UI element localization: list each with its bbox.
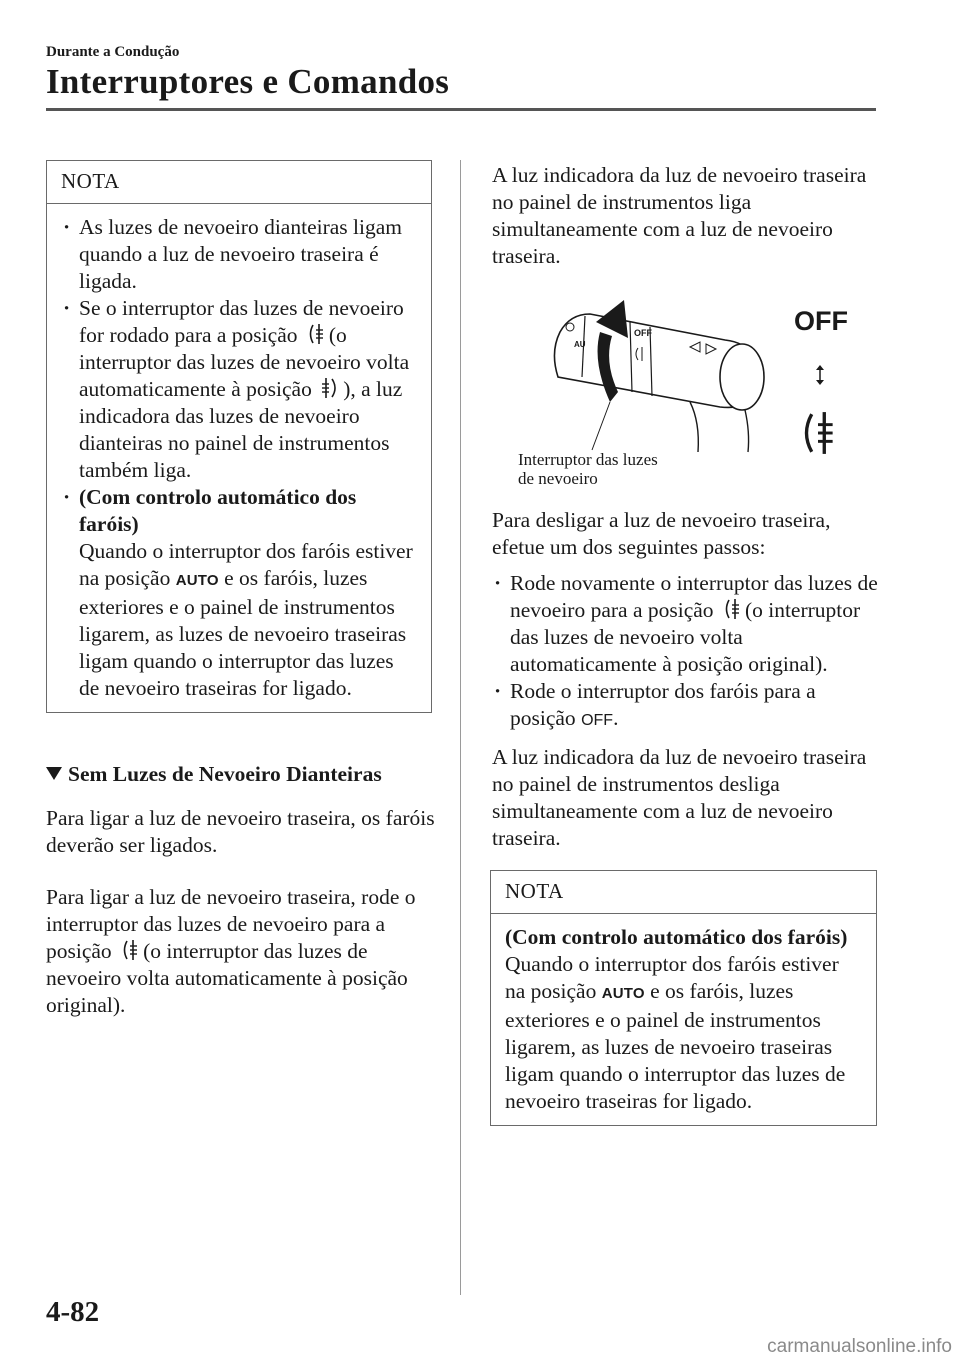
lever-off-label: OFF [634,328,652,338]
list-item: · Rode novamente o interruptor das luzes de nevoeiro para a posição (o interruptor das luzes de nevoeiro volta automaticamente à posição original). [492,570,882,678]
front-fog-light-icon [320,377,340,399]
figure-caption: Interruptor das luzes de nevoeiro [518,450,658,488]
note-box-right: NOTA (Com controlo automático dos faróis) Quando o interruptor dos faróis estiver na posição AUTO e os faróis, luzes exteriores e o painel de instrumentos ligarem, as luzes de nevoeiro traseiras ligam quando o interruptor das luzes de nevoeiro traseiras for ligado. [490,870,877,1126]
triangle-bullet-icon [46,767,62,780]
rear-fog-light-icon [120,939,140,961]
note-item: · (Com controlo automático dos faróis) Quando o interruptor dos faróis estiver na posição AUTO e os faróis, luzes exteriores e o painel de instrumentos ligarem, as luzes de nevoeiro traseiras ligam quando o interruptor das luzes de nevoeiro traseiras for ligado. [61,484,419,702]
fog-switch-figure [510,292,880,497]
note-item: · As luzes de nevoeiro dianteiras ligam quando a luz de nevoeiro traseira é ligada. [61,214,419,295]
off-intro-paragraph: Para desligar a luz de nevoeiro traseira, efetue um dos seguintes passos: [492,508,831,559]
auto-label: AUTO [175,572,219,589]
watermark: carmanualsonline.info [767,1336,952,1357]
note-item: · Se o interruptor das luzes de nevoeiro for rodado para a posição (o interruptor das luzes de nevoeiro volta automaticamente à posição ), a luz indicadora das luzes de nevoeiro dianteiras no painel de instrumentos também liga. [61,295,419,484]
up-down-arrow-icon [815,364,825,386]
header-divider [46,108,876,111]
outro-paragraph: A luz indicadora da luz de nevoeiro traseira no painel de instrumentos desliga simultaneamente com a luz de nevoeiro traseira. [492,745,867,850]
page-title: Interruptores e Comandos [46,62,450,101]
page-number: 4-82 [46,1296,100,1328]
section-paragraph: Para ligar a luz de nevoeiro traseira, rode o interruptor das luzes de nevoeiro para a posição (o interruptor das luzes de nevoeiro volta automaticamente à posição original). [46,885,416,1017]
off-steps-list [492,570,882,734]
rear-fog-light-icon [306,323,326,345]
note-heading: NOTA [491,871,876,914]
auto-label: AUTO [601,985,645,1002]
column-divider [460,160,461,1295]
off-position-label: OFF [794,306,848,336]
intro-paragraph: A luz indicadora da luz de nevoeiro traseira no painel de instrumentos liga simultaneamente com a luz de nevoeiro traseira. [492,163,867,268]
note-box-left [46,160,432,713]
rear-fog-light-icon [722,598,742,620]
note-heading: NOTA [47,161,431,204]
fog-switch-lever-illustration [530,292,780,457]
off-label: OFF [581,712,614,729]
section-heading: Sem Luzes de Nevoeiro Dianteiras [46,762,382,787]
rear-fog-light-icon [796,410,840,456]
list-item: · Rode o interruptor dos faróis para a posição OFF. [492,678,882,734]
lever-auto-label: AU [574,340,586,349]
section-paragraph: Para ligar a luz de nevoeiro traseira, os faróis deverão ser ligados. [46,806,435,857]
chapter-label: Durante a Condução [46,44,180,60]
